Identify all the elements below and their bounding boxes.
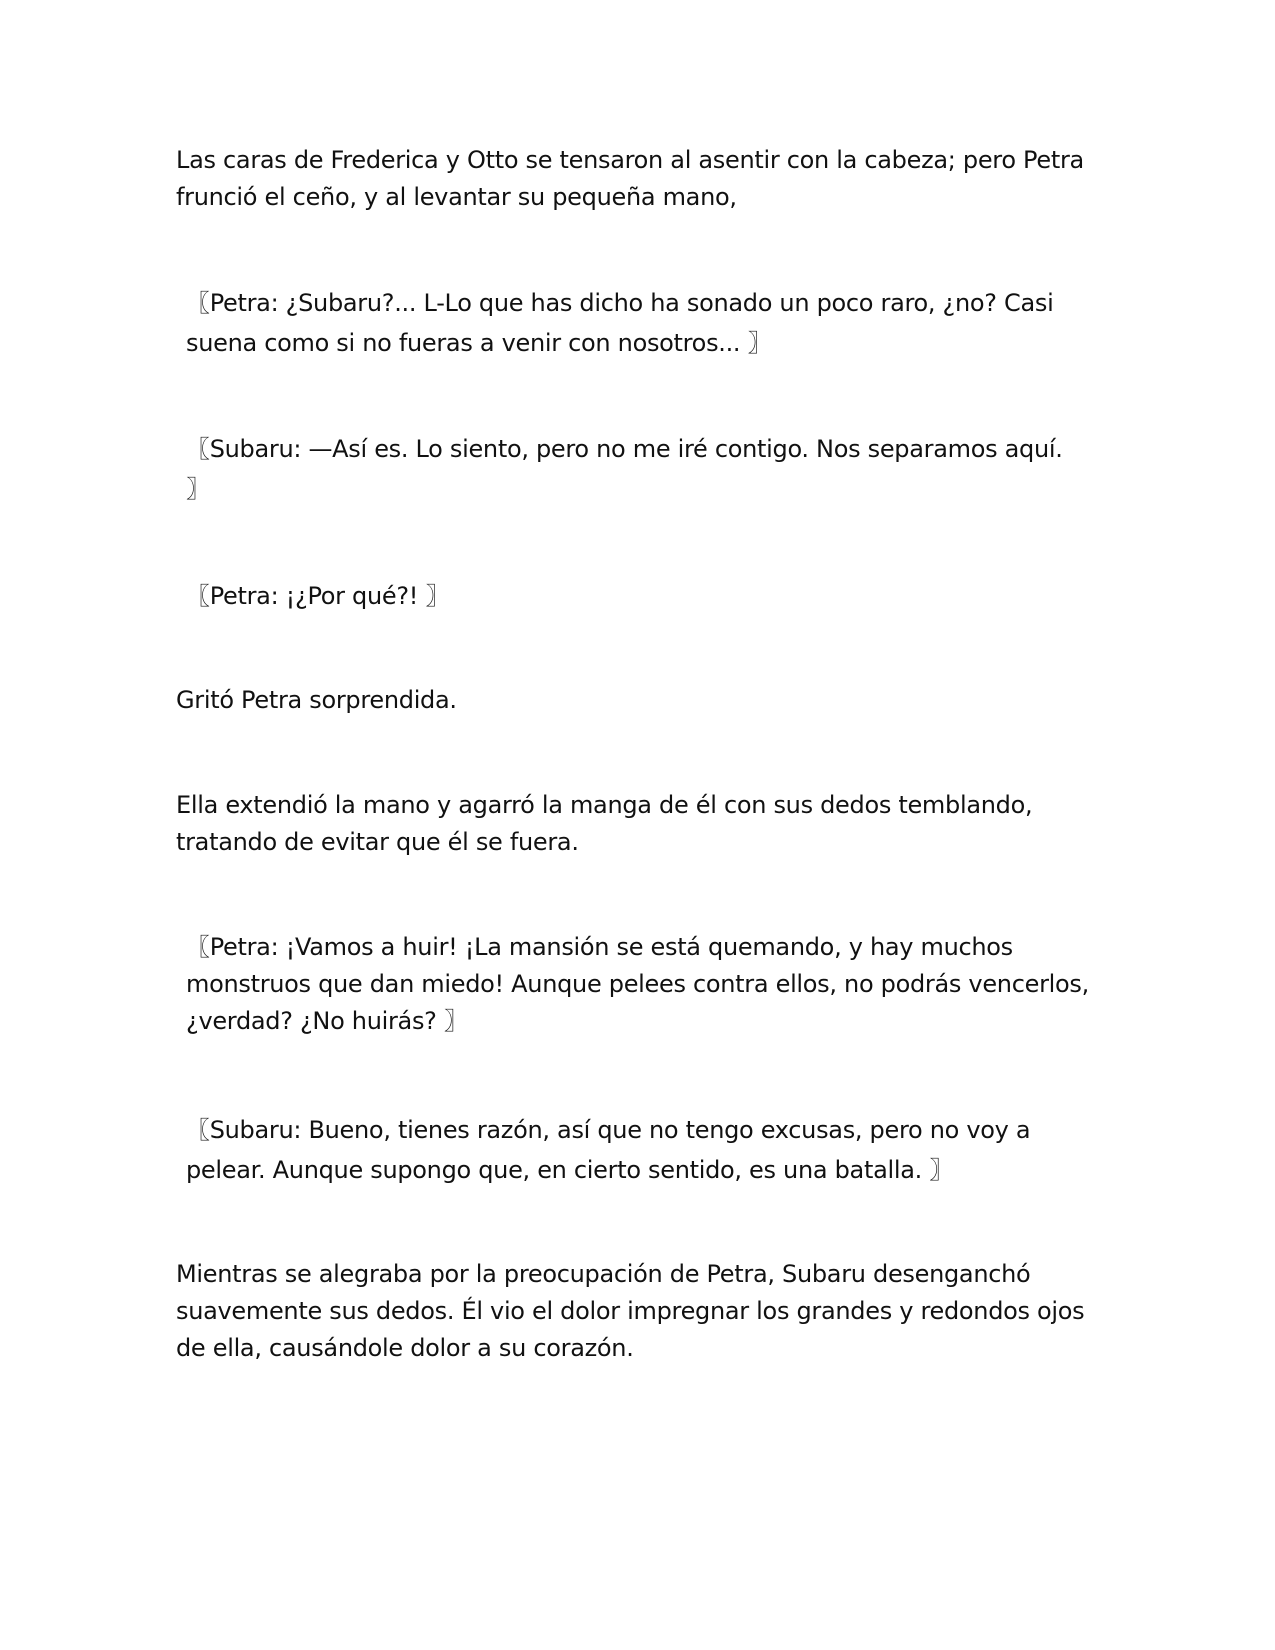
text-line: suena como si no fueras a venir con nosotros... 〗 bbox=[186, 329, 772, 357]
text-line: ¿verdad? ¿No huirás? 〗 bbox=[186, 1007, 468, 1035]
narration-paragraph bbox=[176, 682, 1096, 719]
text-line: Ella extendió la mano y agarró la manga de él con sus dedos temblando, bbox=[176, 791, 1033, 819]
text-line: suavemente sus dedos. Él vio el dolor impregnar los grandes y redondos ojos bbox=[176, 1297, 1085, 1325]
dialogue-paragraph-subaru bbox=[176, 1110, 1096, 1190]
text-line: 〖Subaru: Bueno, tienes razón, así que no tengo excusas, pero no voy a bbox=[186, 1116, 1031, 1144]
text-line: 〗 bbox=[186, 475, 210, 503]
text-line: 〖Petra: ¡¿Por qué?! 〗 bbox=[186, 582, 450, 610]
text-line: frunció el ceño, y al levantar su pequeña mano, bbox=[176, 183, 737, 211]
text-line: 〖Subaru: —Así es. Lo siento, pero no me iré contigo. Nos separamos aquí. bbox=[186, 435, 1063, 463]
dialogue-paragraph-petra bbox=[176, 576, 1096, 616]
dialogue-paragraph-subaru bbox=[176, 429, 1096, 509]
dialogue-paragraph-petra bbox=[176, 283, 1096, 363]
text-line: Gritó Petra sorprendida. bbox=[176, 686, 457, 714]
text-line: 〖Petra: ¡Vamos a huir! ¡La mansión se está quemando, y hay muchos bbox=[186, 933, 1013, 961]
text-line: 〖Petra: ¿Subaru?... L-Lo que has dicho ha sonado un poco raro, ¿no? Casi bbox=[186, 289, 1054, 317]
text-line: Mientras se alegraba por la preocupación de Petra, Subaru desenganchó bbox=[176, 1260, 1031, 1288]
text-line: Las caras de Frederica y Otto se tensaron al asentir con la cabeza; pero Petra bbox=[176, 146, 1084, 174]
narration-paragraph bbox=[176, 787, 1096, 861]
text-line: de ella, causándole dolor a su corazón. bbox=[176, 1334, 634, 1362]
narration-paragraph bbox=[176, 142, 1096, 216]
narration-paragraph bbox=[176, 1256, 1096, 1367]
dialogue-paragraph-petra bbox=[176, 929, 1096, 1040]
text-line: monstruos que dan miedo! Aunque pelees contra ellos, no podrás vencerlos, bbox=[186, 970, 1089, 998]
text-line: pelear. Aunque supongo que, en cierto sentido, es una batalla. 〗 bbox=[186, 1156, 953, 1184]
text-line: tratando de evitar que él se fuera. bbox=[176, 828, 579, 856]
